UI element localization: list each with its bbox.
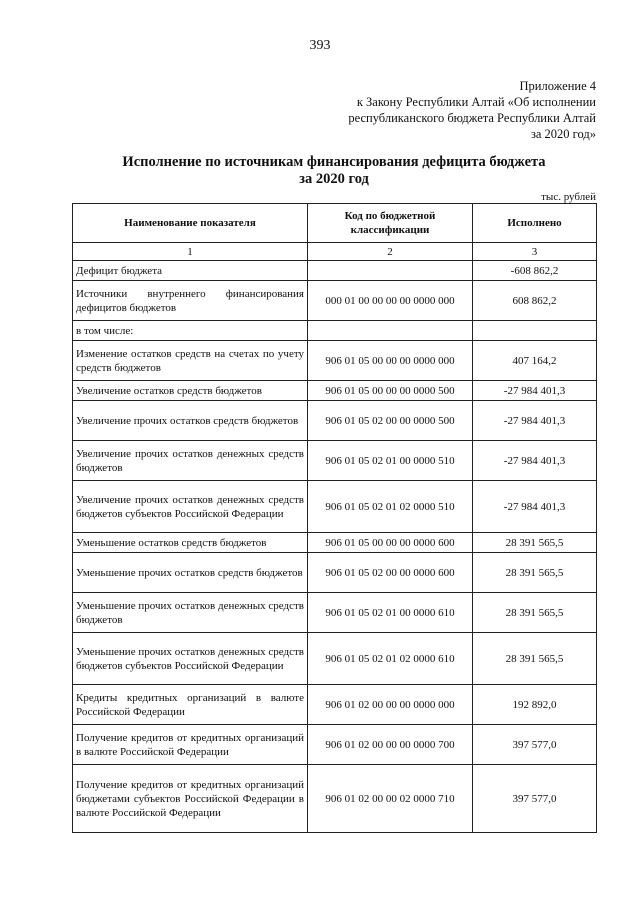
table-row [73, 725, 597, 765]
header-code: Код по бюджетной классификации [308, 204, 473, 243]
table-row [73, 381, 597, 401]
row-code-cell [308, 321, 473, 341]
document-title [72, 154, 596, 188]
row-value-cell: -27 984 401,3 [473, 381, 597, 401]
table-row [73, 765, 597, 833]
row-name-cell: Уменьшение прочих остатков денежных средств бюджетов [73, 593, 308, 633]
row-name-cell: в том числе: [73, 321, 308, 341]
row-value-cell: 608 862,2 [473, 281, 597, 321]
row-code-cell: 906 01 05 00 00 00 0000 000 [308, 341, 473, 381]
row-code-cell: 906 01 05 02 01 00 0000 510 [308, 441, 473, 481]
table-row [73, 553, 597, 593]
appendix-line: к Закону Республики Алтай «Об исполнении [356, 95, 596, 109]
index-cell: 1 [73, 243, 308, 261]
table-row [73, 533, 597, 553]
row-name-cell: Источники внутреннего финансирования дефицитов бюджетов [73, 281, 308, 321]
header-value: Исполнено [473, 204, 597, 243]
appendix-line: Приложение 4 [519, 79, 596, 93]
appendix-line: за 2020 год» [530, 127, 596, 141]
title-line: за 2020 год [299, 171, 369, 187]
page-number: 393 [309, 38, 331, 53]
index-cell: 2 [308, 243, 473, 261]
table-row [73, 633, 597, 685]
row-value-cell: 192 892,0 [473, 685, 597, 725]
row-name-cell: Увеличение остатков средств бюджетов [73, 381, 308, 401]
row-code-cell: 906 01 05 02 00 00 0000 600 [308, 553, 473, 593]
units-label: тыс. рублей [541, 191, 596, 203]
row-value-cell: -608 862,2 [473, 261, 597, 281]
row-value-cell: 397 577,0 [473, 725, 597, 765]
table-row [73, 441, 597, 481]
row-name-cell: Получение кредитов от кредитных организаций бюджетами субъектов Российской Федерации в валюте Российской Федерации [73, 765, 308, 833]
row-name-cell: Уменьшение остатков средств бюджетов [73, 533, 308, 553]
row-value-cell: 407 164,2 [473, 341, 597, 381]
row-value-cell [473, 321, 597, 341]
row-name-cell: Увеличение прочих остатков денежных средств бюджетов [73, 441, 308, 481]
row-name-cell: Получение кредитов от кредитных организаций в валюте Российской Федерации [73, 725, 308, 765]
table-row [73, 281, 597, 321]
row-value-cell: -27 984 401,3 [473, 401, 597, 441]
row-name-cell: Изменение остатков средств на счетах по учету средств бюджетов [73, 341, 308, 381]
index-cell: 3 [473, 243, 597, 261]
row-code-cell: 000 01 00 00 00 00 0000 000 [308, 281, 473, 321]
table-row [73, 401, 597, 441]
row-code-cell: 906 01 05 02 01 00 0000 610 [308, 593, 473, 633]
row-name-cell: Уменьшение прочих остатков средств бюджетов [73, 553, 308, 593]
table-row [73, 341, 597, 381]
row-value-cell: 28 391 565,5 [473, 533, 597, 553]
row-name-cell: Увеличение прочих остатков средств бюджетов [73, 401, 308, 441]
row-name-cell: Кредиты кредитных организаций в валюте Российской Федерации [73, 685, 308, 725]
row-value-cell: -27 984 401,3 [473, 481, 597, 533]
table-row [73, 481, 597, 533]
row-code-cell: 906 01 02 00 00 00 0000 700 [308, 725, 473, 765]
row-value-cell: 28 391 565,5 [473, 593, 597, 633]
appendix-line: республиканского бюджета Республики Алтай [348, 111, 596, 125]
title-line: Исполнение по источникам финансирования дефицита бюджета [122, 154, 546, 170]
row-code-cell: 906 01 02 00 00 00 0000 000 [308, 685, 473, 725]
table-row [73, 261, 597, 281]
row-name-cell: Уменьшение прочих остатков денежных средств бюджетов субъектов Российской Федерации [73, 633, 308, 685]
row-code-cell [308, 261, 473, 281]
row-value-cell: 28 391 565,5 [473, 633, 597, 685]
row-value-cell: -27 984 401,3 [473, 441, 597, 481]
row-code-cell: 906 01 05 02 01 02 0000 510 [308, 481, 473, 533]
row-value-cell: 397 577,0 [473, 765, 597, 833]
table-row [73, 593, 597, 633]
row-name-cell: Дефицит бюджета [73, 261, 308, 281]
budget-deficit-table [72, 203, 597, 833]
row-code-cell: 906 01 05 02 01 02 0000 610 [308, 633, 473, 685]
row-code-cell: 906 01 05 00 00 00 0000 500 [308, 381, 473, 401]
table-header-row [73, 204, 597, 243]
row-code-cell: 906 01 05 00 00 00 0000 600 [308, 533, 473, 553]
table-index-row [73, 243, 597, 261]
row-name-cell: Увеличение прочих остатков денежных средств бюджетов субъектов Российской Федерации [73, 481, 308, 533]
appendix-note [348, 78, 596, 142]
row-code-cell: 906 01 02 00 00 02 0000 710 [308, 765, 473, 833]
row-code-cell: 906 01 05 02 00 00 0000 500 [308, 401, 473, 441]
table-row [73, 321, 597, 341]
row-value-cell: 28 391 565,5 [473, 553, 597, 593]
header-name: Наименование показателя [73, 204, 308, 243]
table-row [73, 685, 597, 725]
